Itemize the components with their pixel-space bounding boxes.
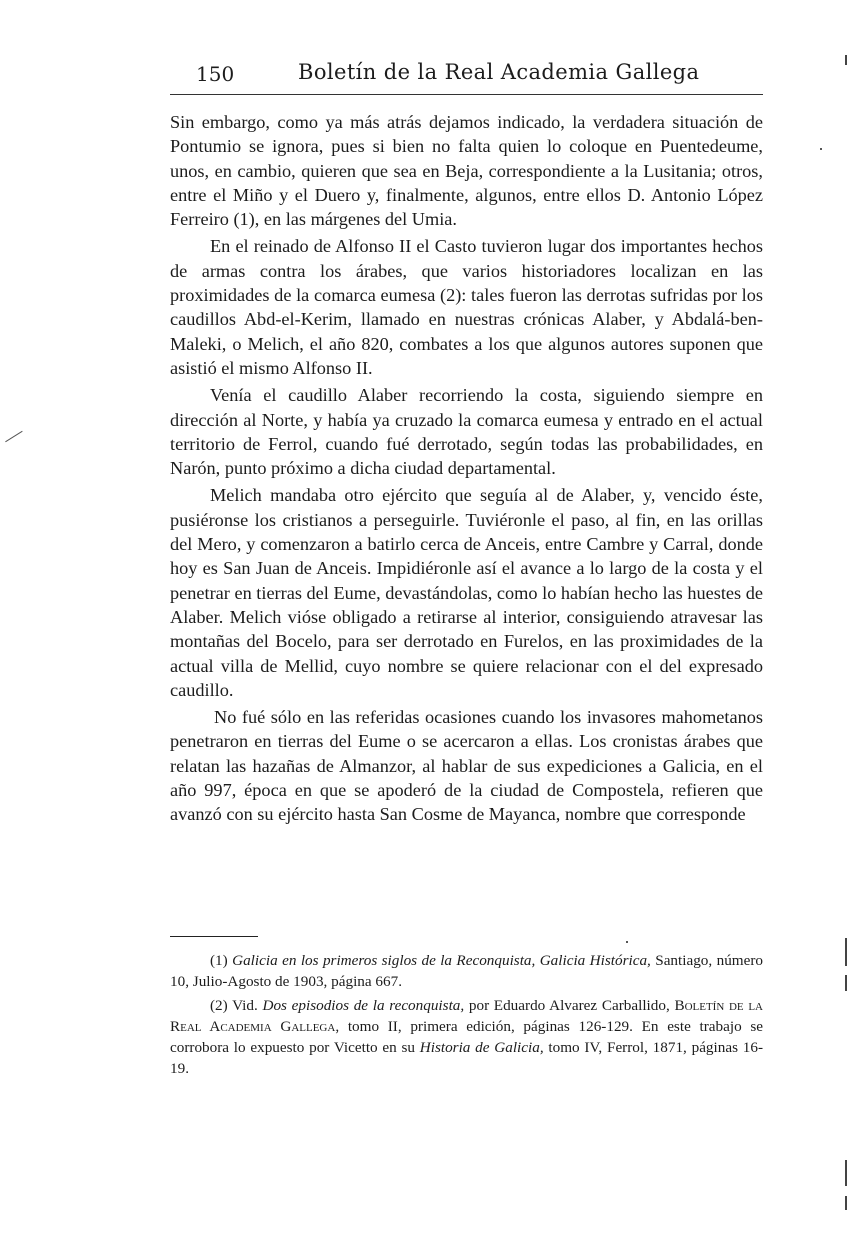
footnote-2-title2: Historia de Galicia,: [419, 1039, 544, 1056]
scan-edge-mark: [845, 55, 847, 65]
scan-mark: [5, 431, 23, 443]
paragraph-5: No fué sólo en las referidas ocasiones cuando los invasores mahometanos penetraron en tierras del Eume o se acercaron a ellas. Los cronistas árabes que relatan las hazañas de Almanzor, al hablar de sus expediciones a Galicia, en el año 997, época en que se apoderó de la ciudad de Compostela, refieren que avanzó con su ejército hasta San Cosme de Mayanca, nombre que corresponde: [170, 707, 763, 825]
footnote-2-rest: tomo IV, Ferrol, 1871, páginas 16-19.: [170, 1039, 764, 1077]
footnote-1-marker: (1): [210, 952, 228, 969]
footnote-1: [170, 950, 763, 992]
footnote-2: [170, 995, 763, 1079]
running-title: Boletín de la Real Academia Gallega: [298, 60, 700, 84]
footnote-divider: [170, 936, 258, 937]
footnote-1-rest: Santiago, número 10, Julio-Agosto de 1903, página 667.: [170, 952, 763, 990]
footnote-2-mid: por Eduardo Alvarez Carballido,: [464, 997, 675, 1014]
footnote-2-lead: Vid.: [227, 997, 263, 1014]
body-text: [170, 110, 763, 827]
footnotes: [170, 950, 763, 1082]
footnote-1-title: Galicia en los primeros siglos de la Reconquista, Galicia Histórica,: [232, 952, 651, 969]
paragraph-2: En el reinado de Alfonso II el Casto tuvieron lugar dos importantes hechos de armas contra los árabes, que varios historiadores localizan en las proximidades de la comarca eumesa (2): tales fueron las derrotas sufridas por los caudillos Abd-el-Kerim, llamado en nuestras crónicas Alaber, y Abdalá-ben-Maleki, o Melich, el año 820, combates a los que algunos autores suponen que asistió el mismo Alfonso II.: [170, 236, 763, 378]
footnote-2-marker: (2): [210, 997, 228, 1014]
footnote-2-title: Dos episodios de la reconquista,: [262, 997, 465, 1014]
paragraph-1: Sin embargo, como ya más atrás dejamos indicado, la verdadera situación de Pontumio se ignora, pues si bien no falta quien lo coloque en Puentedeume, unos, en cambio, quieren que sea en Beja, correspondiente a la Lusitania; otros, entre el Miño y el Duero y, finalmente, algunos, entre ellos D. Antonio López Ferreiro (1), en las márgenes del Umia.: [170, 112, 763, 230]
scan-speck: [626, 941, 628, 943]
paragraph-4: Melich mandaba otro ejército que seguía al de Alaber, y, vencido éste, pusiéronse los cristianos a perseguirle. Tuviéronle el paso, al fin, en las orillas del Mero, y comenzaron a batirlo cerca de Anceis, entre Cambre y Carral, donde hoy es San Juan de Anceis. Impidiéronle así el avance a lo largo de la costa y el penetrar en tierras del Eume, devastándolas, como lo habían hecho las huestes de Alaber. Melich vióse obligado a retirarse al interior, consiguiendo atravesar las montañas del Bocelo, para ser derrotado en Furelos, en las proximidades de la actual villa de Mellid, cuyo nombre se quiere relacionar con el del expresado caudillo.: [170, 485, 763, 700]
footnote-2-mid2: tomo II, primera edición, páginas 126-129. En este trabajo se corrobora lo expuesto por Vicetto en su: [170, 1018, 764, 1056]
scan-edge-mark: [845, 1160, 847, 1186]
scan-edge-mark: [845, 938, 847, 966]
page-number: 150: [196, 62, 235, 86]
scan-speck: [820, 148, 822, 150]
scan-edge-mark: [845, 1196, 847, 1210]
paragraph-3: Venía el caudillo Alaber recorriendo la costa, siguiendo siempre en dirección al Norte, y había ya cruzado la comarca eumesa y entrado en el actual territorio de Ferrol, cuando fué derrotado, según todas las probabilidades, en Narón, punto próximo a dicha ciudad departamental.: [170, 385, 763, 479]
scan-edge-mark: [845, 975, 847, 991]
running-header: [170, 60, 763, 95]
footnote-2-journal: Boletín de la Real Academia Gallega,: [170, 997, 763, 1035]
